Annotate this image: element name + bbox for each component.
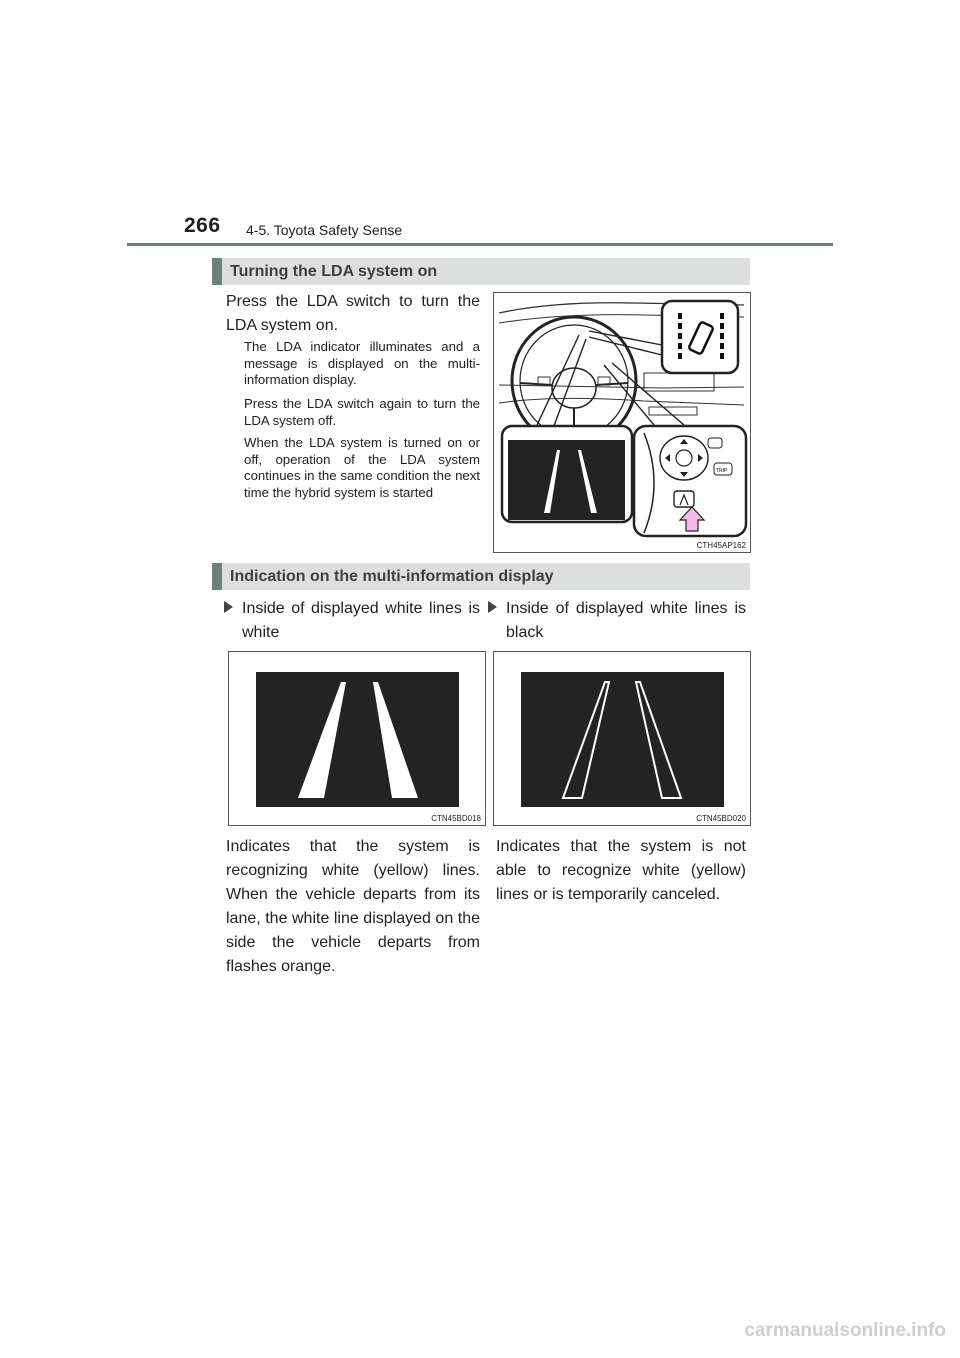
display-black-figure	[493, 651, 751, 826]
bullet-triangle-icon	[488, 601, 497, 613]
dashboard-figure	[493, 292, 751, 553]
figure-code-white: CTN45BD018	[431, 814, 481, 823]
section-title: 4-5. Toyota Safety Sense	[246, 222, 403, 238]
display-white-illustration	[229, 652, 485, 825]
figure-code-black: CTN45BD020	[696, 814, 746, 823]
lead-paragraph: Press the LDA switch to turn the LDA system on.	[226, 293, 480, 334]
watermark-text: carmanualsonline.info	[744, 1320, 946, 1341]
page-number: 266	[184, 214, 221, 237]
bullet-white-inside	[226, 597, 480, 645]
trip-label: TRIP	[716, 468, 728, 474]
dashboard-illustration	[494, 293, 750, 552]
note-switch-off: Press the LDA switch again to turn the LDA system off.	[244, 396, 480, 428]
figure-code-dashboard: CTH45AP162	[696, 541, 746, 550]
header-rule	[127, 243, 833, 246]
watermark	[0, 1320, 960, 1342]
bullet-triangle-icon	[224, 601, 233, 613]
display-black-illustration	[494, 652, 750, 825]
bullet-black-inside-text: Inside of displayed white lines is black	[506, 600, 746, 641]
bullet-black-inside	[490, 597, 746, 645]
note-indicator: The LDA indicator illuminates and a message is displayed on the multi-information display.	[244, 339, 480, 387]
display-white-figure	[228, 651, 486, 826]
heading-turning-lda-on: Turning the LDA system on	[212, 258, 750, 285]
description-white: Indicates that the system is recognizing white (yellow) lines. When the vehicle departs from its lane, the white line displayed on the side the vehicle departs from flashes orange.	[226, 838, 480, 975]
note-continues: When the LDA system is turned on or off, operation of the LDA system continues in the same condition the next time the hybrid system is started	[244, 435, 480, 500]
description-black: Indicates that the system is not able to recognize white (yellow) lines or is temporarily canceled.	[496, 838, 746, 903]
heading-indication: Indication on the multi-information display	[212, 563, 750, 590]
bullet-white-inside-text: Inside of displayed white lines is white	[242, 600, 480, 641]
